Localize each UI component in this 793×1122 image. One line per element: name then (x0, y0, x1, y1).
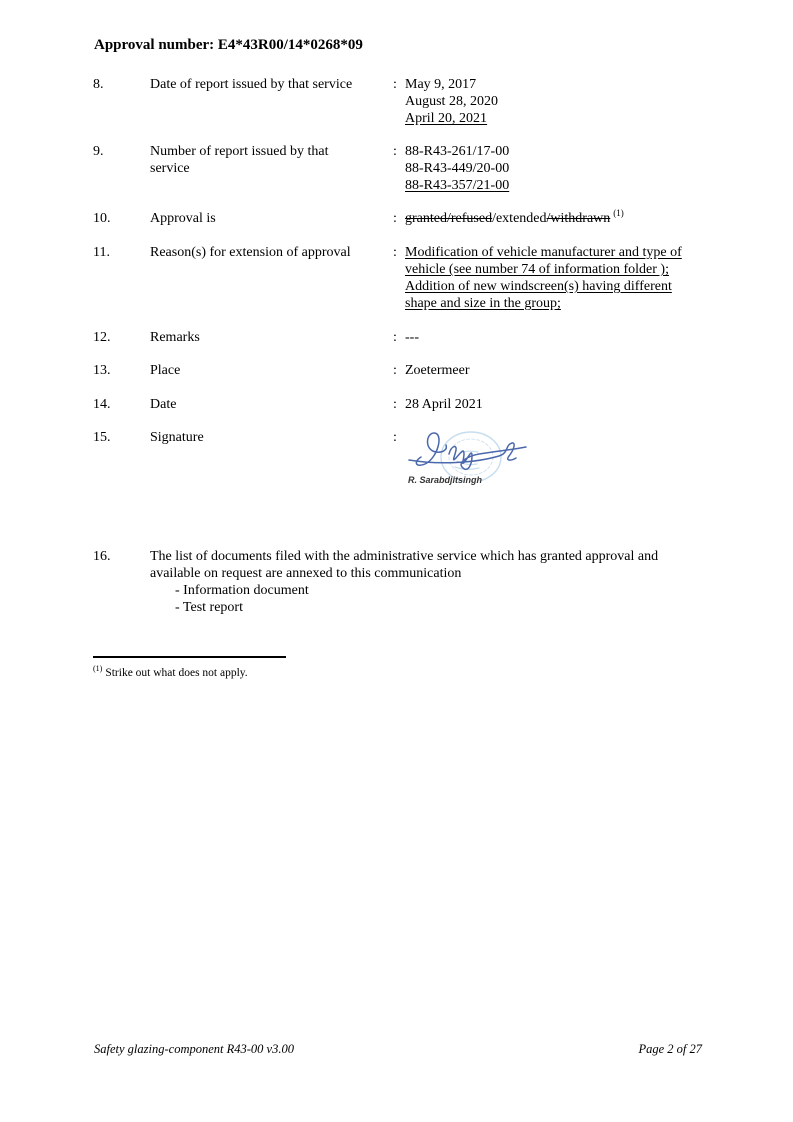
option-kept: /extended (492, 211, 547, 226)
footnote-reference: (1) (613, 208, 624, 219)
value-line-underlined: Modification of vehicle manufacturer and type of (405, 245, 682, 260)
item-label: Date (150, 397, 177, 412)
item-value: 28 April 2021 (405, 397, 483, 412)
item-value (405, 143, 509, 194)
value-line-underlined: 88-R43-357/21-00 (405, 178, 510, 193)
label-line: Number of report issued by that (150, 144, 329, 159)
footnote-text: Strike out what does not apply. (105, 666, 248, 679)
item-label: Place (150, 363, 181, 378)
label-line: service (150, 161, 190, 176)
colon-separator: : (393, 430, 397, 445)
option-struck: granted/refused (405, 211, 493, 226)
item-row-16 (93, 548, 658, 616)
item-label (150, 143, 393, 194)
item-row-12 (93, 329, 419, 346)
value-line: 88-R43-261/17-00 (405, 144, 510, 159)
signature-block (405, 423, 540, 489)
item-label: Signature (150, 430, 204, 445)
colon-separator: : (393, 330, 397, 345)
item-label: Remarks (150, 330, 200, 345)
item-value (405, 244, 682, 312)
item-label: Reason(s) for extension of approval (150, 245, 351, 260)
item-label: Approval is (150, 211, 216, 226)
item-value (405, 76, 498, 127)
item-number: 10. (93, 211, 111, 226)
item-row-9 (93, 143, 509, 194)
item-number: 15. (93, 430, 111, 445)
colon-separator: : (393, 211, 397, 226)
page-footer (94, 1042, 702, 1057)
item-number: 16. (93, 549, 111, 564)
value-line-underlined: vehicle (see number 74 of information folder ); (405, 262, 669, 277)
colon-separator: : (393, 144, 397, 159)
value-line-underlined: April 20, 2021 (405, 111, 488, 126)
signatory-name: R. Sarabdjitsingh (408, 475, 483, 485)
document-list-item: - Information document (175, 583, 309, 598)
value-line-underlined: shape and size in the group; (405, 296, 561, 311)
item-row-15 (93, 429, 540, 489)
footnote-divider (93, 656, 286, 658)
footnote (93, 662, 248, 680)
footer-page-number: Page 2 of 27 (638, 1042, 702, 1056)
item-number: 8. (93, 77, 104, 92)
colon-separator: : (393, 77, 397, 92)
item-value: --- (405, 330, 419, 345)
document-list-item: - Test report (175, 600, 243, 615)
item-value (405, 210, 624, 227)
item-row-14 (93, 396, 483, 413)
colon-separator: : (393, 363, 397, 378)
item-value (405, 429, 540, 489)
footer-document-version: Safety glazing-component R43-00 v3.00 (94, 1042, 294, 1056)
value-line-underlined: Addition of new windscreen(s) having different (405, 279, 672, 294)
item-value: Zoetermeer (405, 363, 470, 378)
item-row-13 (93, 362, 470, 379)
text-line: available on request are annexed to this communication (150, 566, 462, 581)
item-row-11 (93, 244, 682, 312)
item-number: 13. (93, 363, 111, 378)
value-line: August 28, 2020 (405, 94, 498, 109)
item-number: 14. (93, 397, 111, 412)
footnote-marker: (1) (93, 664, 103, 673)
approval-number-heading: Approval number: E4*43R00/14*0268*09 (94, 37, 363, 53)
value-line: 88-R43-449/20-00 (405, 161, 510, 176)
item-row-10 (93, 210, 624, 227)
option-struck: /withdrawn (546, 211, 611, 226)
item-number: 9. (93, 144, 104, 159)
text-line: The list of documents filed with the administrative service which has granted approval and (150, 549, 659, 564)
colon-separator: : (393, 397, 397, 412)
item-number: 11. (93, 245, 110, 260)
item-number: 12. (93, 330, 111, 345)
approval-options-line (405, 210, 624, 227)
item-row-8 (93, 76, 498, 127)
value-line: May 9, 2017 (405, 77, 477, 92)
item-label: Date of report issued by that service (150, 77, 353, 92)
colon-separator: : (393, 245, 397, 260)
item-text (150, 548, 658, 616)
